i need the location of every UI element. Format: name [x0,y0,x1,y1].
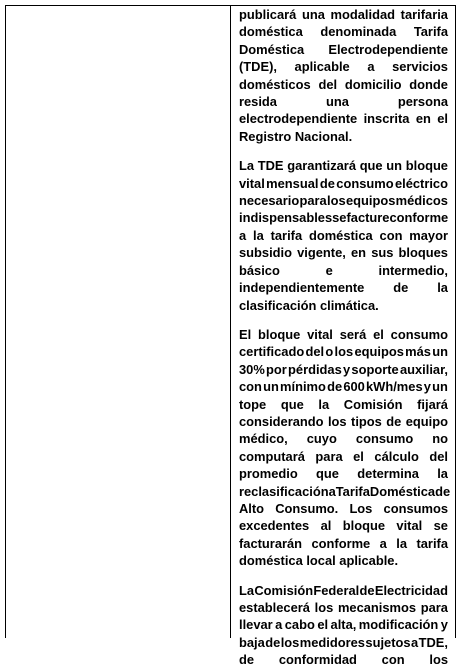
word: sus [371,245,394,261]
word: tarifa [270,227,303,243]
text-line [239,361,448,378]
text-line [239,448,448,465]
word: el [317,617,329,633]
word: bloque [258,326,301,342]
word: los [334,344,354,360]
word: consumos [383,500,448,516]
word: mensual [266,175,319,191]
text-line [239,535,448,552]
word: fijará [417,396,448,412]
word: eléctrico [394,175,448,191]
text-line [239,483,451,500]
word: de [386,413,402,429]
word: La [239,158,255,174]
word: medidores [299,634,365,650]
text-line [239,110,448,127]
word: la [396,535,408,551]
word: baja [239,634,265,650]
word: de [435,483,451,499]
word: conforme [311,535,371,551]
word: mayor [409,227,448,243]
word: de [327,379,343,395]
word: o [325,344,334,360]
word: TDE, [418,634,448,650]
word: Tarifa [413,24,448,40]
word: subsidio [239,245,292,261]
word: sujetos [365,634,411,650]
text-line [239,93,448,110]
word: kWh/mes [366,379,423,395]
word: 600 [343,379,365,395]
word: Doméstica [239,41,305,57]
word: al [320,518,332,534]
word: un [432,379,448,395]
word: donde [409,76,448,92]
word: el [353,448,364,464]
text-line [239,517,448,534]
word: a [367,59,375,75]
word: denominada [320,24,397,40]
word: cálculo [374,448,419,464]
text-line [239,378,448,395]
word: determina [357,466,419,482]
text-line [239,616,448,633]
word: de [239,652,255,668]
word: vital [396,518,423,534]
text-line [239,651,448,668]
word: vigente, [297,245,346,261]
word: Electrodependiente [328,41,448,57]
word: (TDE), [239,59,277,75]
word: de [393,280,409,296]
word: llevar [239,617,273,633]
word: e [325,262,333,278]
word: y [440,617,448,633]
word: bloque [405,158,448,174]
word: del [305,344,325,360]
text-line [239,396,448,413]
word: auxiliar, [399,361,448,377]
word: certificado [239,344,305,360]
text-line [239,430,448,447]
word: para [420,600,448,615]
word: los [327,193,346,209]
word: Tarifa [335,483,370,499]
text-line [239,41,448,58]
word: se [433,518,448,534]
text-line [239,413,448,430]
word: médicos [395,193,448,209]
word: vital [239,175,265,191]
word: y [343,361,351,377]
word: que [280,396,304,412]
text-line: clasificación climática. [239,297,379,313]
word: en [415,111,431,127]
paragraph-vital-block [239,326,451,570]
word: pérdidas [288,361,342,377]
word: que [359,158,383,174]
text-line: doméstica local aplicable. [239,553,399,569]
word: conforme [389,210,449,226]
word: tope [239,396,267,412]
word: Federal [313,582,360,598]
text-line [239,175,448,192]
word: los [327,413,347,429]
text-line [239,76,448,93]
text-line [239,582,448,599]
word: será [339,326,367,342]
word: persona [397,94,448,110]
word: un [263,379,279,395]
word: equipos [345,193,396,209]
word: La [239,582,255,598]
word: y [423,379,431,395]
text-line [239,209,448,226]
word: consumo [390,326,448,342]
word: Electricidad [374,582,448,598]
word: necesario [239,193,300,209]
word: se [332,210,347,226]
word: domicilio [344,76,402,92]
word: establecerá [239,600,310,615]
word: facture [346,210,390,226]
word: TDE [257,158,284,174]
text-line [239,227,448,244]
word: mecanismos [337,600,417,615]
text-line [239,244,448,261]
word: con [379,227,403,243]
text-line [239,465,448,482]
text-line [239,157,448,174]
paragraph-cfe-mechanisms [239,582,448,669]
word: a [239,227,247,243]
word: consumo [336,175,394,191]
text-line [239,262,448,279]
word: independientemente [239,280,365,296]
word: con [239,379,262,395]
text-line [239,500,448,517]
word: la [437,466,448,482]
word: una [325,94,349,110]
word: equipos [354,344,404,360]
word: los [280,634,300,650]
empty-left-cell [6,6,230,638]
word: Consumo. [275,500,339,516]
word: considerando [239,413,324,429]
word: conformidad [278,652,357,668]
word: del [318,76,338,92]
word: modalidad [330,7,396,22]
word: intermedio, [378,262,448,278]
word: los [429,652,448,668]
paragraph-tde-guarantee [239,157,448,314]
document-table [5,5,456,668]
text-cell [231,6,455,668]
word: la [253,227,264,243]
word: un [432,344,448,360]
text-line: Registro Nacional. [239,128,353,144]
text-line [239,634,448,651]
word: consumo [355,431,414,447]
word: cuyo [306,431,337,447]
word: resida [239,94,277,110]
word: la [318,396,330,412]
word: por [266,361,287,377]
word: del [429,448,448,464]
word: Comisión [254,582,314,598]
word: de [265,634,281,650]
word: para [299,193,327,209]
text-line [239,58,448,75]
word: doméstica [308,227,373,243]
word: a [379,535,387,551]
word: Alto [239,500,265,516]
word: reclasificación [239,483,329,499]
word: bloques [398,245,448,261]
word: tipos [351,413,382,429]
word: aplicable [294,59,350,75]
word: para [315,448,343,464]
word: tarifaria [400,7,448,22]
text-line [239,23,448,40]
word: una [301,7,325,22]
word: el [437,111,448,127]
word: Comisión [343,396,403,412]
word: facturarán [239,535,303,551]
word: la [437,280,448,296]
word: un [386,158,403,174]
word: 30% [239,361,265,377]
word: inscrita [363,111,410,127]
text-line [239,6,448,23]
word: mínimo [280,379,326,395]
text-line [239,279,448,296]
word: el [373,326,384,342]
word: El [239,326,252,342]
paragraph-tde-definition [239,6,448,145]
word: Doméstica [369,483,436,499]
word: indispensables [239,210,333,226]
word: médico, [239,431,288,447]
word: más [405,344,431,360]
word: los [314,600,334,615]
text-line [239,326,448,343]
word: no [432,431,448,447]
word: básico [239,262,280,278]
word: Los [349,500,373,516]
word: publicará [239,7,297,22]
word: con [381,652,405,668]
word: de [319,175,335,191]
word: bloque [342,518,386,534]
word: a [328,483,336,499]
text-line [239,192,448,209]
word: computará [239,448,305,464]
word: a [275,617,283,633]
word: servicios [392,59,448,75]
word: alta, [330,617,357,633]
word: soporte [351,361,399,377]
word: cabo [284,617,315,633]
word: equipo [405,413,448,429]
text-line [239,343,448,360]
text-line [239,599,448,616]
word: vital [307,326,333,342]
word: a [411,634,419,650]
word: garantizará [287,158,356,174]
word: modificación [358,617,439,633]
word: doméstica [239,24,303,40]
word: de [359,582,375,598]
word: promedio [239,466,298,482]
word: que [316,466,339,482]
word: excedentes [239,518,310,534]
word: domésticos [239,76,311,92]
word: en [351,245,367,261]
word: electrodependiente [239,111,358,127]
word: tarifa [416,535,448,551]
